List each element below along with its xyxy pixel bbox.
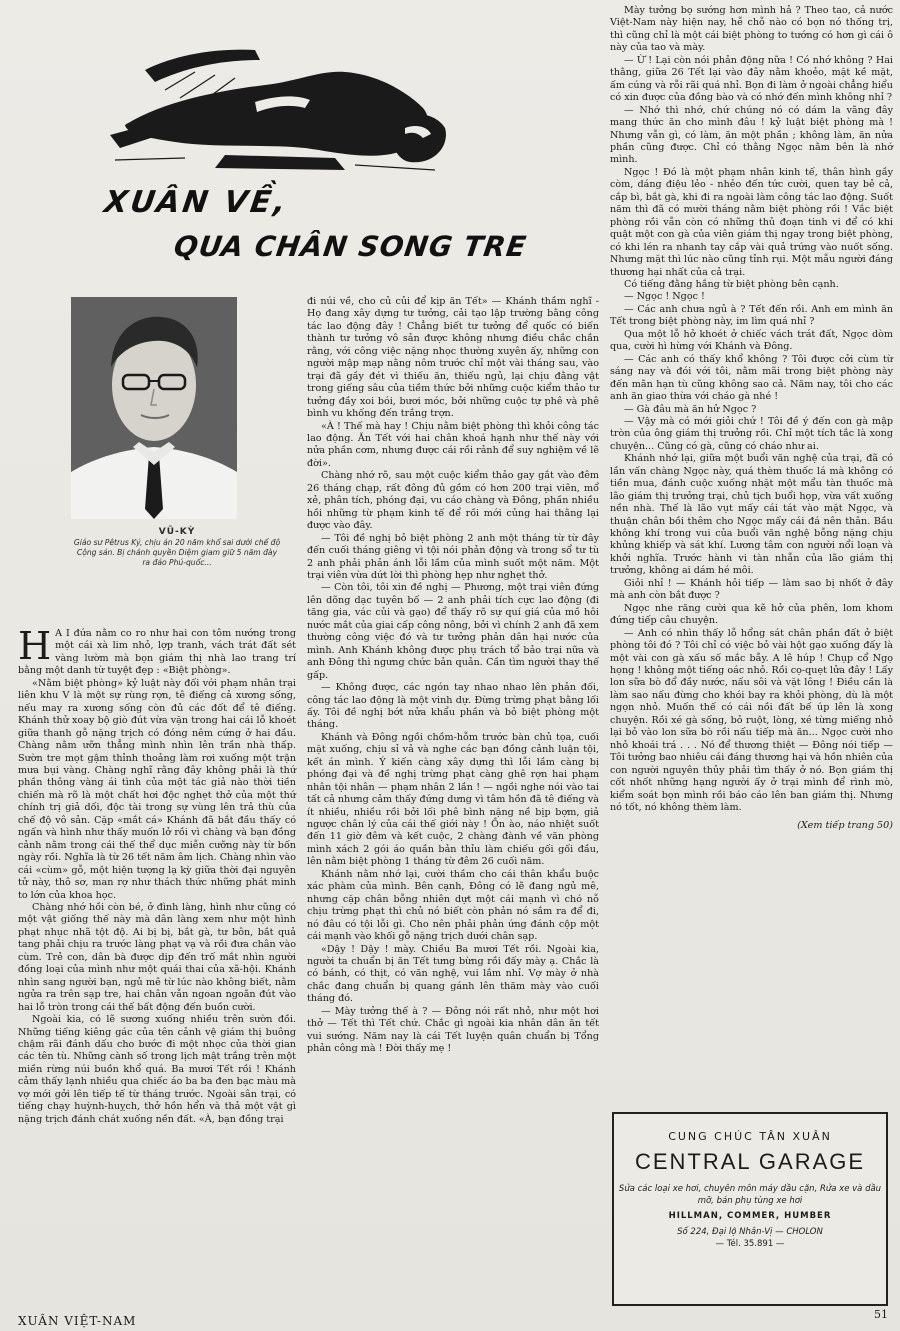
paragraph: đi núi về, cho củ củi để kịp ăn Tết» — Khánh thầm nghĩ - Họ đang xây dựng tư tưởng, cải tạo lập trường bằng công tác lao động đây ! Chẳng biết tư tưởng để quốc có biến thành tư tưởng vô sản được không nhưng điều chắc chắn rằng, với công việc nặng nhọc thường xuyên ấy, những con người mập mạp nằng nôm trước chỉ một vài tháng sau, vào trại đã gầy đét vì thiếu ăn, thiếu ngủ, lại chịu đằng vật trong giếng sâu của tiềm thức bởi những cuộc kiểm thảo tư tưởng đầy xoi bói, bươi móc, bởi những cuộc tự phê và phê bình vu khống đến trắng trợn.: [307, 296, 599, 420]
paragraph: — Còn tôi, tôi xin đề nghị — Phương, một trại viên đứng lên dõng dạc tuyên bố — 2 anh phải tích cực lao động (đi tăng gia, vác củi và gạo) để thấy rõ sự quí giá của mồ hôi nước mắt của giai cấp công nông, bởi vì chính 2 anh đã xem thường công việc đó và tư tưởng phản dân hại nước của mình. Anh Khánh không được phụ trách tổ bảo trại nữa và anh Đông thì ngưng chức bản quản. Cần tìm người thay thế gấp.: [307, 582, 599, 681]
paragraph: — Anh có nhìn thấy lỗ hổng sát chân phần đất ở biệt phòng tôi đó ? Tôi chỉ có việc bỏ vài hột gạo xuống đấy là một vài con gà xấu số mắc bẫy. A lê húp ! Chụp cổ Ngọ họng ! không một tiếng oác nhỏ. Rồi cọ-quẹt lửa đây ! Lấy lon sữa bò đổ đầy nước, nấu sôi và vặt lông ! Điều cần là làm sao nấu đừng cho khói bay ra khỏi phòng, dù là một ngọn nhỏ. Muốn thế có cái nồi đất bế úp lên là xong chuyện. Rồi xé gà sống, bỏ ruột, lòng, xé từng miếng nhỏ lại bỏ vào lon sữa bò rồi nấu tiếp mà ăn... Ngọc cười nho nhỏ khoái trá . . . Nó để thương thiệt — Đông nói tiếp — Tôi tưởng bao nhiêu cái đáng thương hại và hồn nhiên của con người nguyên thủy phải tìm thấy ở nó. Bọn giám thị cốt nhốt những hạng người ấy ở trại mình để rình mò, kiểm soát bọn mình rồi báo cáo lên ban giám thị. Nhưng nó tốt, nó không thèm làm.: [610, 627, 894, 813]
central-garage-advertisement: [612, 1112, 888, 1306]
paragraph: Ngọc ! Đó là một phạm nhân kinh tế, thân hình gầy còm, dáng điệu lẻo - nhẻo đến tức cười, quen tay bẻ cả, cắp bì, bắt gà, khi đi ra ngoài làm công tác lao động. Suốt năm thì đã có mười tháng nằm biệt phòng rồi ! Vắc biệt phòng rồi vẫn còn có những thủ đoạn tinh vi để có khi quật một con gà của viên giám thị ngay trong biệt phòng, có khi lén ra nhanh tay cắp vài quả trứng vào nuốt sống. Nhưng mặt thì lúc nào cũng tỉnh rụi. Một mẫu người đáng thương hại nhất của cả trại.: [610, 166, 893, 278]
ad-description: Sửa các loại xe hơi, chuyên môn máy dầu cặn, Rửa xe và dầu mỡ, bán phụ tùng xe hơi: [618, 1184, 882, 1206]
paragraph: Chàng nhớ hồi còn bé, ở đình làng, hình như cũng có một vật giống thế này mà dân làng xem như một hình phạt nhục nhã tột độ. Ai bị bị, bắt gà, tư bôn, bắt quả tang phải chịu ra trước làng phạt vạ và rồi đưa chân vào cùm. Trẻ con, dân bà được dịp đến trố mắt nhìn người đồng loại của mình như một quái thai của xã-hội. Khánh nhìn sang người bạn, ngủ mê từ lúc nào không biết, nằm ngửa ra trên sạp tre, hai chân vẫn ngoan ngoãn đút vào hai lỗ tròn trong cái thế bất động đến buồn cười.: [18, 901, 296, 1013]
paragraph: Ngoài kia, có lẽ sương xuống nhiều trên sườn đồi. Những tiếng kiêng gác của tên cảnh vệ giám thị buông chậm rãi đánh dấu cho bước đi một nhọc của thời gian các tên tù. Những cành số trong lịch mật trắng trên một miền rừng núi buồn khổ quá. Ba mươi Tết rồi ! Khánh cảm thấy lạnh nhiều qua chiếc áo ba ba đen bạc màu mà vợ mới gởi lên tiếp tế từ tháng trước. Ngoài sân trại, có tiếng chạy huỳnh-huỵch, thở hồn hển và thả một vật gì nặng trịch đánh chát xuống nền đất. «À, bạn đồng trại: [18, 1014, 296, 1125]
paragraph: — Vậy mà có mới giỏi chứ ! Tôi đề ý đến con gà mập tròn của ông giám thị trưởng rồi. Chỉ một tích tắc là xong chuyện... Cũng có gà, cũng có cháo như ai.: [610, 415, 893, 452]
continued-note: (Xem tiếp trang 50): [797, 820, 893, 832]
paragraph: Mày tưởng bọ sướng hơn mình hả ? Theo tao, cả nước Việt-Nam này hiện nay, hễ chỗ nào có bọn nó thống trị, thì cũng chỉ là một cái biệt phòng to tướng có hơn gì cái ô này của tao và mày.: [610, 5, 893, 54]
paragraph: Có tiếng đằng hắng từ biệt phòng bên cạnh.: [624, 278, 839, 290]
paragraph: — Gà đâu mà ăn hử Ngọc ?: [624, 403, 757, 415]
author-photo: [71, 297, 237, 519]
paragraph: Qua một lỗ hở khoét ở chiếc vách trát đất, Ngọc dòm qua, cười hì hừng với Khánh và Đông.: [610, 328, 893, 353]
article-column-3: [610, 5, 893, 1103]
paragraph: — Tôi đề nghị bỏ biệt phòng 2 anh một tháng từ từ đây đến cuối tháng giêng vì tội nói phản động và trong sổ tư tù 2 anh phải phản ánh lỗi lầm của mình suốt một năm. Một trại viên vừa dứt lời thì phòng hẹp như nghẹt thở.: [307, 532, 599, 581]
title-line-1: XUÂN VỀ,: [101, 185, 291, 220]
paragraph: «Nằm biệt phòng» kỷ luật này đối với phạm nhân trại liên khu V là một sự rùng rợn, tê điếng cả xương sống, nếu may ra xương sống còn đủ các đốt để tê điếng. Khánh thử xoay bộ giò đút vừa vặn trong hai cái lỗ khoét giữa thanh gỗ nặng trịch có đóng nêm cứng ở hai đầu. Chàng nằm ưỡn thẳng mình nhìn lên trần nhà thấp. Sườn tre mọt gậm thỉnh thoảng làm rơi xuống một trận mưa bụi vàng. Chàng nghĩ rằng đây không phải là thứ phần thông vàng ái tình của một tác giả nào thời tiền chiến mà rõ là một chất hơi độc nghẹt thở của một thứ chính trị giả dối, độc tài trong sự vùng lên trả thù của chế độ vô sản. Cặp «mắt cá» Khánh đã bắt đầu thấy có ngấn và hình như thấy muốn lở rồi vì chàng và bạn đồng cảnh nằm trong cái thế thể dục miễn cưỡng này từ bốn ngày rồi. Nghĩa là từ 26 tết năm âm lịch. Chàng nhìn vào cái «cùm» gỗ, một hiện tượng lạ kỳ giữa thời đại nguyên tử này, thô sơ, man rợ như thách thức những phát minh to lớn của khoa học.: [18, 677, 296, 901]
ad-greeting: CUNG CHÚC TÂN XUÂN: [668, 1130, 832, 1143]
paragraph: — Mày tưởng thế à ? — Đông nói rất nhỏ, như một hơi thở — Tết thì Tết chứ. Chắc gì ngoài kia nhân dân ăn tết vui sướng. Năm nay là cái Tết luyện quân chuẩn bị Tổng phản công mà ! Đời thấy mẹ !: [307, 1005, 599, 1055]
title-line-2: QUA CHÂN SONG TRE: [171, 230, 529, 263]
page-number: 51: [874, 1308, 888, 1321]
ad-phone: — Tél. 35.891 —: [715, 1239, 785, 1249]
paragraph: Khánh và Đông ngồi chồm-hỗm trước bàn chủ tọa, cuối mặt xuống, chịu sỉ vả và nghe các bạn đồng cảnh luận tội, kết án mình. Ý kiến càng xây dựng thì lỗi lầm càng bị phóng đại và đề nghị trừng phạt càng ghê rợn hai phạm nhân tội nhân — phạm nhân 2 lần ! — ngồi nghe nói vào tai tất cả nhưng cảm thấy đứng dưng vì tâm hồn đã tê điếng và ít nhiều, nhiều rồi bởi lối phê bình nặng nề bịp bợm, giả ngược chân lý của cái thế giới này ! Ồn ào, náo nhiệt suốt đến 11 giờ đêm và kết cuộc, 2 chàng đành về văn phòng mình xách 2 gói áo quần bản thỉu làm chiếu gối gối đầu, lên nằm biệt phòng 1 tháng từ đêm 26 cuối năm.: [307, 731, 599, 868]
photo-caption: [72, 527, 282, 568]
article-column-2: [307, 296, 599, 1308]
paragraph: — Không được, các ngón tay nhao nhao lên phản đối, công tác lao động là một vinh dự. Đừng trừng phạt bằng lối ấy. Tôi đề nghị bớt nửa khẩu phần và bỏ biệt phòng một tháng.: [307, 682, 599, 731]
paragraph: Khánh nằm nhớ lại, cười thầm cho cái thân khẩu buộc xác phàm của mình. Bên cạnh, Đông có lẽ đang ngủ mê, nhưng cặp chân bỗng nhiên dựt một cái mạnh vì chó nỗ chịu trừng phạt thì chủ nó biết còn phản nó sắm ra để đi, nó đâu có tội lỗi gì. Cho nên phải phản ứng đánh cộp một cái mạnh vào khối gỗ nặng trịch dưới chân sạp.: [307, 868, 599, 943]
paragraph: Chàng nhớ rõ, sau một cuộc kiểm thảo gay gắt vào đêm 26 tháng chạp, rất đông đủ gồm có hơn 200 trại viên, mổ xẻ, phân tích, phóng đại, vu cáo chàng và Đông, phần nhiều hồi những từ phạm kinh tế để rồi mới củng hai thằng lại được vào đây.: [307, 470, 599, 532]
paragraph: Khánh nhớ lại, giữa một buổi văn nghệ của trại, đã có lần vấn chàng Ngọc này, quá thèm thuốc lá mà không có tiền mua, đánh cuộc xuống nhặt một mẩu tàn thuốc mà lão giám thị trưởng trại, chủ tịch buổi họp, vừa vất xuống nền nhà. Thế là lão vụt mấy cái tát vào mặt Ngọc, và thuận chân bồi thêm cho Ngọc mấy cái đá nên thân. Bầu không khí trong vui của buổi văn nghệ bỗng nặng chịu khủng khiếp và sát khí. Lương tâm con người nổi loạn và khởi nghĩa. Trước hành vi tàn nhẫn của lão giám thị trưởng, không ai dám hé môi.: [610, 453, 893, 577]
paragraph: — Các anh có thấy khổ không ? Tôi được cởi cùm từ sáng nay và đói với tôi, nằm mãi trong biệt phòng này đến mãn hạn tù cũng không sao cả. Năm nay, tôi cho các anh ăn giao thừa với cháo gà nhé !: [610, 353, 893, 403]
caption-text: Giáo sư Pêtrus Ký, chịu án 20 năm khổ sai dưới chế độ Cộng sản. Bị chánh quyền Diệm giam giữ 5 năm đày ra đảo Phú-quốc...: [73, 538, 281, 567]
ad-address: Số 224, Đại lộ Nhân-Vị — CHOLON: [677, 1227, 823, 1237]
paragraph: — Các anh chưa ngủ à ? Tết đến rồi. Anh em mình ăn Tết trong biệt phòng này, im lìm quá nhỉ ?: [610, 303, 893, 328]
drop-cap: H: [18, 624, 52, 668]
paragraph: — Ừ ! Lại còn nói phản động nữa ! Có nhớ không ? Hai thằng, giữa 26 Tết lại vào đây nằm khoẻo, mặt kề mặt, ấm cúng và rỗi rãi quá nhỉ. Bọn đi làm ở ngoài chẳng hiểu có xin được của đồng bào và có nhớ đến mình không nhỉ ?: [610, 54, 893, 104]
article-column-1: [18, 624, 296, 1303]
magazine-name-footer: XUÂN VIỆT-NAM: [18, 1314, 137, 1328]
paragraph: «À ! Thế mà hay ! Chịu nằm biệt phòng thì khỏi công tác lao động. Ăn Tết với hai chân khoá hạnh như thế này với nửa phần cơm, nhưng được cái rồi rảnh để suy nghiệm về lẽ đời».: [307, 420, 599, 469]
paragraph: Giỏi nhỉ ! — Khánh hỏi tiếp — làm sao bị nhốt ở đây mà anh còn bắt được ?: [610, 577, 893, 602]
ad-business-name: CENTRAL GARAGE: [634, 1149, 866, 1174]
paragraph: H A I đứa nằm co ro như hai con tôm nướng trong một cái xà lim nhỏ, lợp tranh, vách trát đất sét vàng lườm mà bọn giám thị nhà lao trang trí bằng một danh từ tuyệt đẹp : «Biệt phòng».: [18, 624, 296, 677]
article-title: [101, 170, 529, 270]
ad-brands: HILLMAN, COMMER, HUMBER: [668, 1211, 832, 1221]
paragraph: Ngọc nhe răng cười qua kẽ hở của phên, lom khom đứng tiếp câu chuyện.: [610, 602, 893, 627]
prisoner-illustration: [105, 30, 450, 180]
paragraph: — Nhớ thì nhớ, chứ chúng nó có dám la vãng đây mang thức ăn cho mình đâu ! kỷ luật biệt phòng mà ! Nhưng vẫn gì, có làm, ăn một phần ; không làm, ăn nửa phần cũng được. Chỉ có thằng Ngọc nằm bên là nhớ mình.: [610, 104, 893, 166]
author-name: VŨ-KỲ: [158, 527, 196, 537]
paragraph: — Ngọc ! Ngọc !: [624, 291, 705, 303]
paragraph: «Dậy ! Dậy ! mày. Chiều Ba mươi Tết rồi. Ngoài kia, người ta chuẩn bị ăn Tết tưng bừng rồi đấy mày ạ. Chắc là có bánh, có thịt, có văn nghệ, vui lắm nhỉ. Vợ mày ở nhà chắc đang chuẩn bị quang gánh lên thăm mày vào cuối tháng đó.: [307, 943, 599, 1005]
